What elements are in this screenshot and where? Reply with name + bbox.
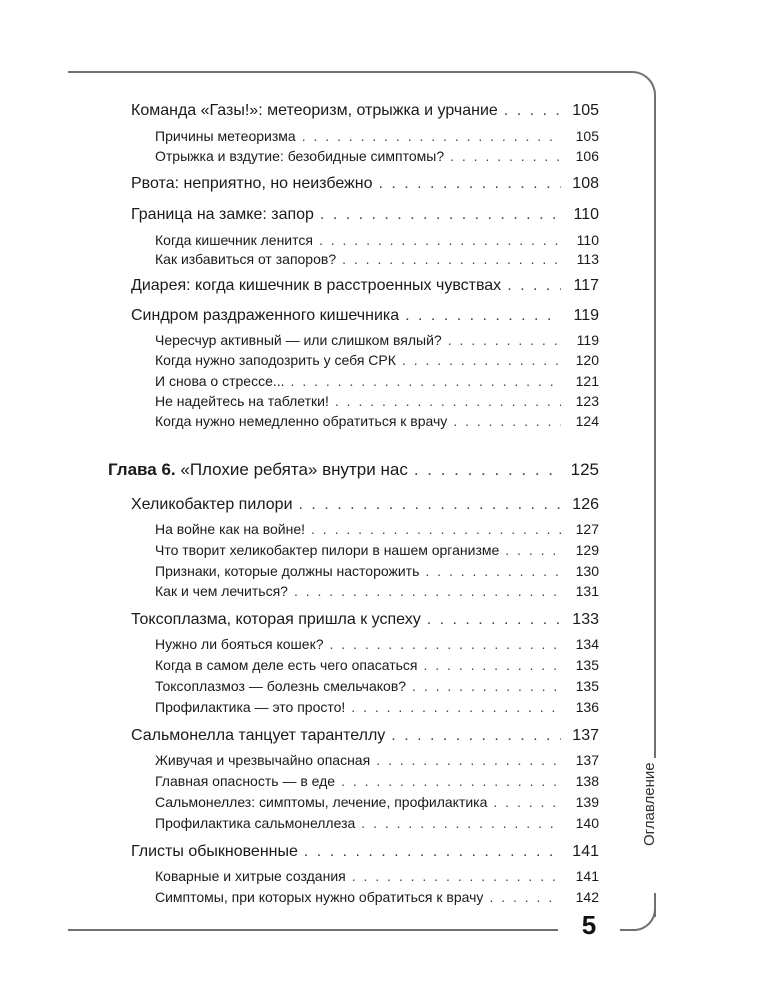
toc-dot-leader bbox=[493, 794, 561, 810]
toc-dot-leader bbox=[507, 277, 561, 295]
toc-dot-leader bbox=[448, 332, 561, 348]
toc-subsection-entry bbox=[155, 373, 599, 389]
toc-entry-title: Когда нужно заподозрить у себя СРК bbox=[155, 352, 396, 368]
toc-subsection-entry bbox=[155, 889, 599, 905]
toc-subsection-entry bbox=[155, 678, 599, 694]
toc-entry-page: 142 bbox=[575, 889, 599, 905]
toc-dot-leader bbox=[504, 102, 561, 120]
toc-entry-page: 129 bbox=[575, 542, 599, 558]
toc-entry-page: 141 bbox=[572, 843, 599, 860]
toc-dot-leader bbox=[424, 657, 562, 673]
toc-dot-leader bbox=[302, 128, 561, 144]
toc-dot-leader bbox=[352, 868, 561, 884]
toc-entry-title: Коварные и хитрые создания bbox=[155, 868, 346, 884]
toc-subsection-entry bbox=[155, 815, 599, 831]
toc-entry-title: Когда нужно немедленно обратиться к врачу bbox=[155, 413, 448, 429]
toc-entry-page: 125 bbox=[570, 460, 599, 479]
toc-entry-page: 120 bbox=[575, 352, 599, 368]
toc-entry-title: Причины метеоризма bbox=[155, 128, 296, 144]
toc-dot-leader bbox=[402, 352, 561, 368]
toc-entry-page: 110 bbox=[576, 232, 599, 248]
toc-entry-title: Живучая и чрезвычайно опасная bbox=[155, 752, 371, 768]
toc-entry-title: Что творит хеликобактер пилори в нашем организме bbox=[155, 542, 500, 558]
toc-entry-title: Главная опасность — в еде bbox=[155, 773, 336, 789]
toc-section-entry bbox=[131, 206, 599, 224]
toc-subsection-entry bbox=[155, 393, 599, 409]
toc-subsection-entry bbox=[155, 699, 599, 715]
toc-section-entry bbox=[131, 102, 599, 120]
toc-entry-page: 137 bbox=[572, 727, 599, 744]
toc-entry-page: 130 bbox=[575, 563, 599, 579]
toc-entry-page: 121 bbox=[575, 373, 599, 389]
toc-entry-title: Когда в самом деле есть чего опасаться bbox=[155, 657, 418, 673]
toc-entry-title: Синдром раздраженного кишечника bbox=[131, 307, 400, 324]
toc-dot-leader bbox=[319, 232, 561, 248]
toc-dot-leader bbox=[376, 752, 561, 768]
toc-entry-page: 110 bbox=[573, 206, 599, 223]
toc-entry-page: 105 bbox=[575, 128, 599, 144]
frame-top-corner bbox=[626, 71, 656, 101]
toc-entry-title: Хеликобактер пилори bbox=[131, 496, 293, 513]
toc-entry-page: 131 bbox=[575, 583, 599, 599]
toc-subsection-entry bbox=[155, 521, 599, 537]
toc-entry-page: 139 bbox=[575, 794, 599, 810]
toc-dot-leader bbox=[294, 583, 561, 599]
toc-subsection-entry bbox=[155, 583, 599, 599]
toc-section-entry bbox=[131, 277, 599, 295]
toc-dot-leader bbox=[304, 843, 561, 861]
toc-subsection-entry bbox=[155, 794, 599, 810]
toc-subsection-entry bbox=[155, 413, 599, 429]
frame-top-rule bbox=[68, 71, 628, 73]
toc-section-entry bbox=[131, 843, 599, 861]
toc-entry-page: 119 bbox=[576, 332, 599, 348]
toc-entry-title: Сальмонелла танцует тарантеллу bbox=[131, 727, 386, 744]
toc-subsection-entry bbox=[155, 868, 599, 884]
toc-dot-leader bbox=[412, 678, 561, 694]
toc-section-entry bbox=[131, 727, 599, 745]
frame-right-rule bbox=[654, 99, 656, 799]
toc-dot-leader bbox=[425, 563, 561, 579]
toc-dot-leader bbox=[405, 307, 561, 325]
toc-dot-leader bbox=[329, 636, 561, 652]
toc-subsection-entry bbox=[155, 752, 599, 768]
toc-dot-leader bbox=[291, 373, 561, 389]
toc-entry-title: Рвота: неприятно, но неизбежно bbox=[131, 175, 373, 192]
toc-entry-page: 119 bbox=[573, 307, 599, 324]
toc-subsection-entry bbox=[155, 657, 599, 673]
frame-bottom-rule bbox=[68, 929, 558, 931]
toc-entry-title: Глисты обыкновенные bbox=[131, 843, 298, 860]
toc-dot-leader bbox=[489, 889, 561, 905]
toc-entry-page: 134 bbox=[575, 636, 599, 652]
toc-subsection-entry bbox=[155, 251, 599, 267]
toc-dot-leader bbox=[335, 393, 561, 409]
toc-entry-title: На войне как на войне! bbox=[155, 521, 306, 537]
toc-entry-title: Нужно ли бояться кошек? bbox=[155, 636, 324, 652]
toc-subsection-entry bbox=[155, 563, 599, 579]
toc-dot-leader bbox=[351, 699, 561, 715]
toc-dot-leader bbox=[427, 611, 561, 629]
toc-dot-leader bbox=[414, 460, 561, 480]
toc-entry-page: 113 bbox=[576, 251, 599, 267]
toc-dot-leader bbox=[342, 251, 561, 267]
toc-dot-leader bbox=[311, 521, 561, 537]
toc-entry-page: 135 bbox=[575, 657, 599, 673]
toc-subsection-entry bbox=[155, 128, 599, 144]
toc-entry-title: Когда кишечник ленится bbox=[155, 232, 313, 248]
toc-section-entry bbox=[131, 307, 599, 325]
toc-subsection-entry bbox=[155, 542, 599, 558]
toc-entry-page: 127 bbox=[575, 521, 599, 537]
toc-entry-title: Не надейтесь на таблетки! bbox=[155, 393, 329, 409]
toc-dot-leader bbox=[450, 148, 561, 164]
toc-entry-title: Токсоплазма, которая пришла к успеху bbox=[131, 611, 421, 628]
toc-entry-title: Глава 6. «Плохие ребята» внутри нас bbox=[108, 460, 408, 479]
toc-entry-page: 105 bbox=[572, 102, 599, 119]
toc-entry-title: Сальмонеллез: симптомы, лечение, профилактика bbox=[155, 794, 488, 810]
toc-entry-page: 106 bbox=[575, 148, 599, 164]
toc-entry-page: 108 bbox=[572, 175, 599, 192]
page-number: 5 bbox=[570, 910, 608, 941]
toc-section-entry bbox=[131, 175, 599, 193]
toc-subsection-entry bbox=[155, 636, 599, 652]
toc-entry-page: 133 bbox=[572, 611, 599, 628]
toc-entry-title: Как и чем лечиться? bbox=[155, 583, 288, 599]
toc-entry-title: Симптомы, при которых нужно обратиться к врачу bbox=[155, 889, 484, 905]
frame-bottom-corner bbox=[620, 893, 656, 931]
toc-dot-leader bbox=[361, 815, 561, 831]
toc-entry-page: 138 bbox=[575, 773, 599, 789]
toc-entry-page: 124 bbox=[575, 413, 599, 429]
toc-subsection-entry bbox=[155, 332, 599, 348]
toc-entry-title: Отрыжка и вздутие: безобидные симптомы? bbox=[155, 148, 445, 164]
toc-dot-leader bbox=[453, 413, 561, 429]
toc-subsection-entry bbox=[155, 148, 599, 164]
toc-entry-title: Диарея: когда кишечник в расстроенных чувствах bbox=[131, 277, 502, 294]
toc-dot-leader bbox=[341, 773, 561, 789]
toc-entry-page: 135 bbox=[575, 678, 599, 694]
toc-entry-page: 126 bbox=[572, 496, 599, 513]
toc-entry-title: И снова о стрессе... bbox=[155, 373, 285, 389]
toc-entry-page: 117 bbox=[573, 277, 599, 294]
toc-dot-leader bbox=[391, 727, 561, 745]
toc-section-entry bbox=[131, 611, 599, 629]
toc-entry-title: Профилактика сальмонеллеза bbox=[155, 815, 356, 831]
toc-chapter-entry bbox=[108, 460, 599, 480]
toc-entry-title: Команда «Газы!»: метеоризм, отрыжка и урчание bbox=[131, 102, 498, 119]
toc-entry-page: 136 bbox=[575, 699, 599, 715]
toc-entry-title: Чересчур активный — или слишком вялый? bbox=[155, 332, 442, 348]
toc-entry-page: 141 bbox=[575, 868, 599, 884]
toc-section-entry bbox=[131, 496, 599, 514]
toc-entry-page: 123 bbox=[575, 393, 599, 409]
toc-subsection-entry bbox=[155, 232, 599, 248]
toc-entry-title: Как избавиться от запоров? bbox=[155, 251, 337, 267]
toc-entry-title: Токсоплазмоз — болезнь смельчаков? bbox=[155, 678, 407, 694]
toc-dot-leader bbox=[320, 206, 561, 224]
toc-entry-page: 137 bbox=[575, 752, 599, 768]
side-section-label: Оглавление bbox=[641, 758, 658, 850]
toc-dot-leader bbox=[505, 542, 561, 558]
toc-entry-title: Признаки, которые должны насторожить bbox=[155, 563, 420, 579]
toc-entry-page: 140 bbox=[575, 815, 599, 831]
toc-dot-leader bbox=[378, 175, 561, 193]
toc-subsection-entry bbox=[155, 352, 599, 368]
toc-entry-title: Профилактика — это просто! bbox=[155, 699, 346, 715]
toc-dot-leader bbox=[299, 496, 561, 514]
toc-entry-title: Граница на замке: запор bbox=[131, 206, 314, 223]
toc-subsection-entry bbox=[155, 773, 599, 789]
